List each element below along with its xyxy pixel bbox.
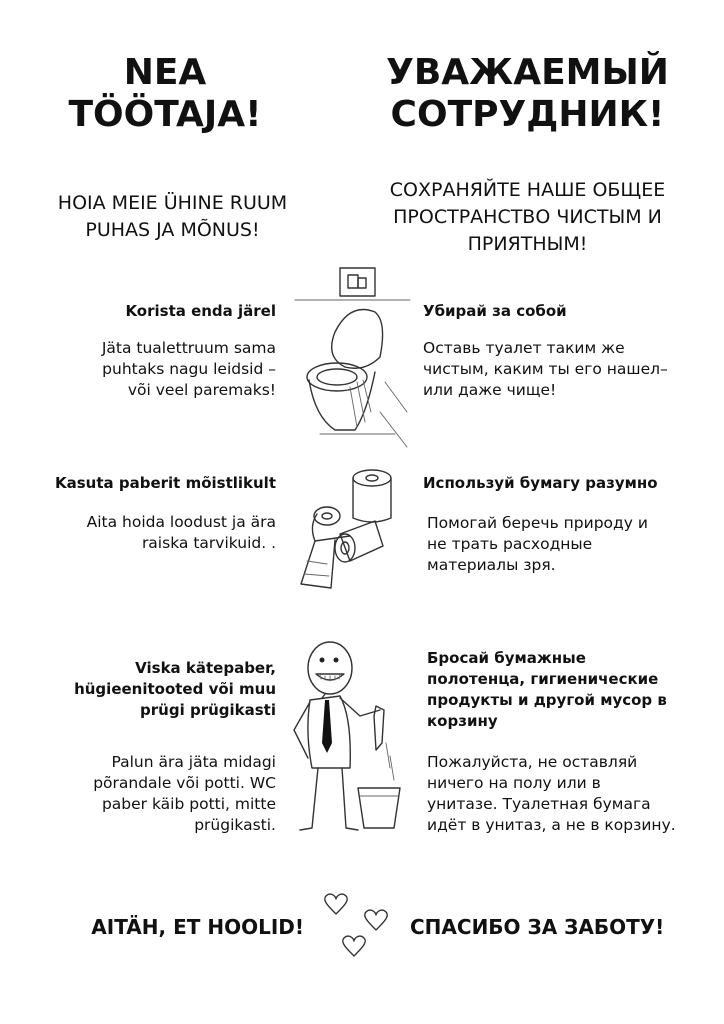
et-heading-clean-up: Korista enda järel <box>125 302 276 320</box>
ru-thanks: СПАСИБО ЗА ЗАБОТУ! <box>410 915 665 939</box>
ru-text-clean-up: Оставь туалет таким же чистым, каким ты его нашел– или даже чище! <box>423 339 668 399</box>
ru-subtitle: СОХРАНЯЙТЕ НАШЕ ОБЩЕЕ ПРОСТРАНСТВО ЧИСТЫМ И ПРИЯТНЫМ! <box>389 179 666 255</box>
et-text-trash: Palun ära jäta midagi põrandale või potti. WC paber käib potti, mitte prügikasti. <box>93 753 276 834</box>
hearts-icon <box>318 892 398 962</box>
toilet-icon <box>295 262 410 447</box>
et-title: NEA TÖÖTAJA! <box>68 52 262 135</box>
et-text-clean-up: Jäta tualettruum sama puhtaks nagu leidsid – või veel paremaks! <box>101 339 276 399</box>
et-heading-trash: Viska kätepaber, hügieenitooted või muu prügi prügikasti <box>74 659 276 719</box>
et-subtitle: HOIA MEIE ÜHINE RUUM PUHAS JA MÕNUS! <box>57 192 288 241</box>
ru-heading-clean-up: Убирай за собой <box>423 302 567 320</box>
ru-heading-paper: Используй бумагу разумно <box>423 474 658 492</box>
toilet-paper-icon <box>295 466 400 591</box>
ru-text-trash: Пожалуйста, не оставляй ничего на полу или в унитазе. Туалетная бумага идёт в унитаз, а не в корзину. <box>427 753 676 834</box>
et-thanks: AITÄH, ET HOOLID! <box>91 915 304 939</box>
ru-heading-trash: Бросай бумажные полотенца, гигиенические продукты и другой мусор в корзину <box>427 649 667 730</box>
et-heading-paper: Kasuta paberit mõistlikult <box>55 474 276 492</box>
et-text-paper: Aita hoida loodust ja ära raiska tarvikuid. . <box>86 513 276 552</box>
ru-title: УВАЖАЕМЫЙ СОТРУДНИК! <box>386 52 669 135</box>
ru-text-paper: Помогай беречь природу и не трать расходные материалы зря. <box>427 514 648 574</box>
person-trash-icon <box>290 638 410 838</box>
